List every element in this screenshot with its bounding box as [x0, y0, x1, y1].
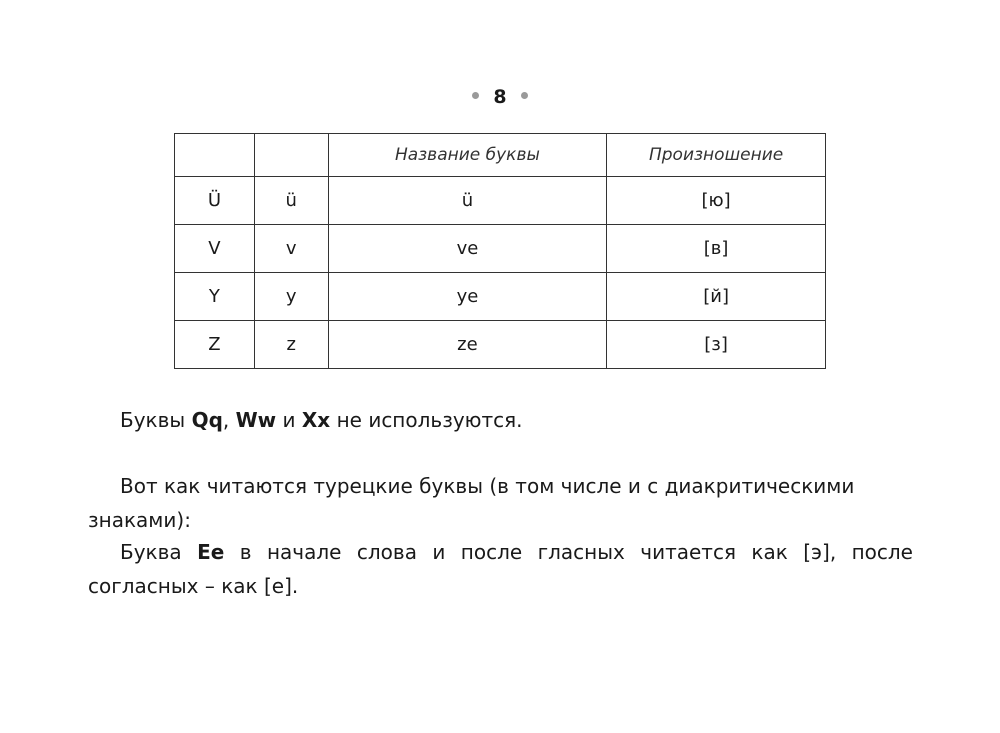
cell-uppercase: Z: [175, 321, 255, 369]
cell-letter-name: ve: [328, 225, 607, 273]
paragraph-letter-ee: [88, 535, 913, 603]
letter-qq: Qq: [191, 408, 223, 432]
cell-pronunciation: [в]: [607, 225, 826, 273]
p1-prefix: Буквы: [120, 408, 192, 432]
decorative-dot-icon: [472, 92, 479, 99]
cell-lowercase: y: [254, 273, 328, 321]
header-cell-uppercase: [175, 134, 255, 177]
paragraph-unused-letters: [88, 403, 913, 437]
table-row: [175, 177, 826, 225]
header-cell-lowercase: [254, 134, 328, 177]
table-header-row: [175, 134, 826, 177]
table-row: [175, 273, 826, 321]
table-row: [175, 321, 826, 369]
decorative-dot-icon: [521, 92, 528, 99]
cell-uppercase: V: [175, 225, 255, 273]
page-number: 8: [493, 86, 507, 108]
alphabet-table: [174, 133, 826, 369]
paragraph-reading-intro: Вот как читаются турецкие буквы (в том числе и с диакритическими знаками):: [88, 474, 855, 532]
page-number-header: [0, 84, 1000, 110]
p1-sep1: ,: [222, 408, 236, 432]
cell-pronunciation: [з]: [607, 321, 826, 369]
header-cell-pronunciation: Произношение: [607, 134, 826, 177]
table-row: [175, 225, 826, 273]
cell-letter-name: ü: [328, 177, 607, 225]
p1-sep2: и: [276, 408, 302, 432]
cell-pronunciation: [й]: [607, 273, 826, 321]
p3-suffix: в начале слова и после гласных читается как [э], после согласных – как [е].: [88, 540, 913, 598]
cell-lowercase: ü: [254, 177, 328, 225]
cell-lowercase: v: [254, 225, 328, 273]
cell-uppercase: Y: [175, 273, 255, 321]
letter-ee: Ee: [197, 540, 225, 564]
cell-letter-name: ye: [328, 273, 607, 321]
letter-ww: Ww: [235, 408, 277, 432]
p3-prefix: Буква: [120, 540, 198, 564]
cell-pronunciation: [ю]: [607, 177, 826, 225]
cell-lowercase: z: [254, 321, 328, 369]
cell-uppercase: Ü: [175, 177, 255, 225]
p1-suffix: не используются.: [330, 408, 523, 432]
header-cell-letter-name: Название буквы: [328, 134, 607, 177]
cell-letter-name: ze: [328, 321, 607, 369]
letter-xx: Xx: [301, 408, 331, 432]
